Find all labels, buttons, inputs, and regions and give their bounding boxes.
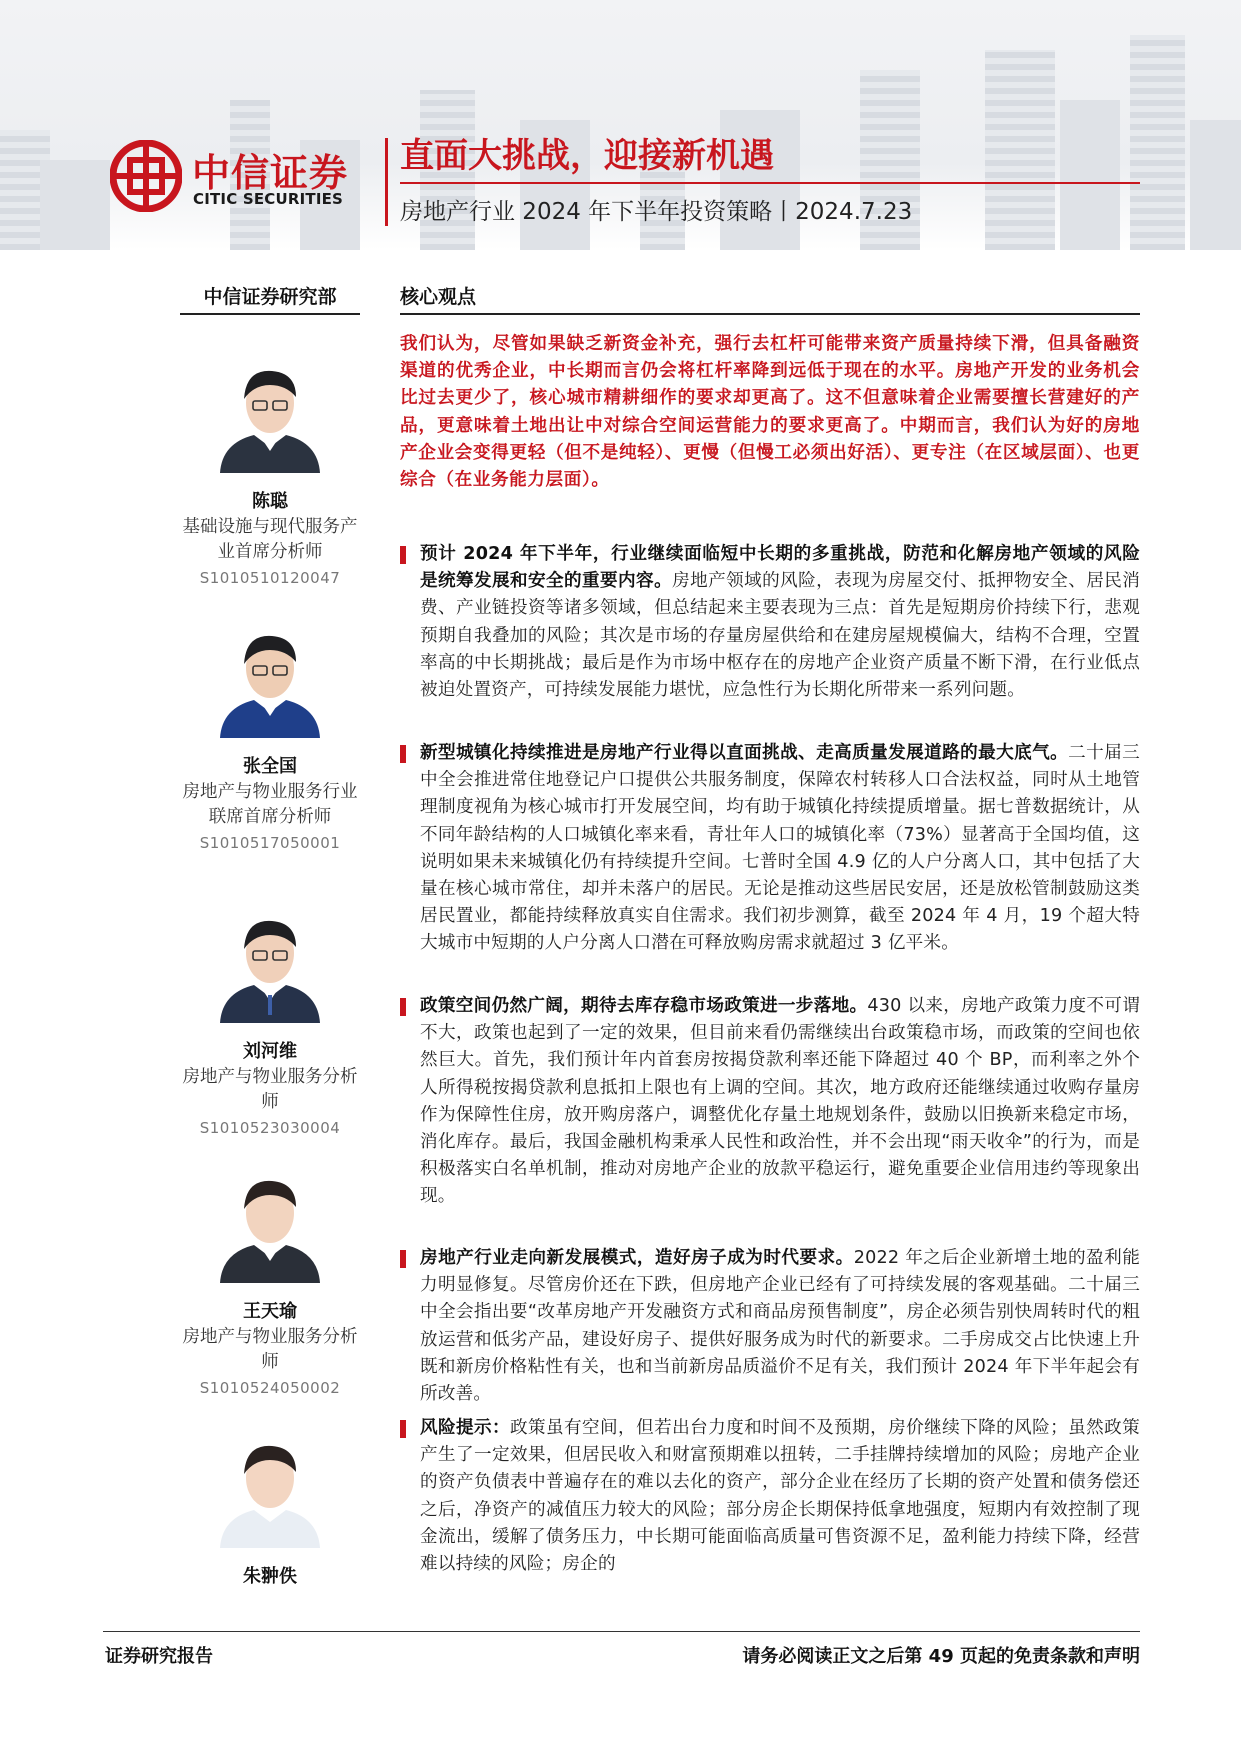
- bullet-lead: 政策空间仍然广阔，期待去库存稳市场政策进一步落地。: [420, 996, 868, 1016]
- bullet-body: 430 以来，房地产政策力度不可谓不大，政策也起到了一定的效果，但目前来看仍需继续出台政策稳市场，而政策的空间也依然巨大。首先，我们预计年内首套房按揭贷款利率还能下降超过 40 个 BP，而利率之外个人所得税按揭贷款利息抵扣上限也有上调的空间。其次，地方政府还能继续通过收购存量房作为保障性住房，放开购房落户，调整优化存量土地规划条件，鼓励以旧换新来稳定市场，消化库存。最后，我国金融机构秉承人民性和政治性，并不会出现“雨天收伞”的行为，而是积极落实白名单机制，推动对房地产企业的放款平稳运行，避免重要企业信用违约等现象出现。: [420, 996, 1140, 1207]
- footer-disclaimer: 请务必阅读正文之后第 49 页起的免责条款和声明: [742, 1646, 1140, 1667]
- bullet-body: 房地产领域的风险，表现为房屋交付、抵押物安全、居民消费、产业链投资等诸多领域，但总结起来主要表现为三点：首先是短期房价持续下行，悲观预期自我叠加的风险；其次是市场的存量房屋供给和在建房屋规模偏大，结构不合理，空置率高的中长期挑战；最后是作为市场中枢存在的房地产企业资产质量不断下滑，在行业低点被迫处置资产，可持续发展能力堪忧，应急性行为长期化所带来一系列问题。: [420, 571, 1140, 701]
- bullet-marker: [400, 1420, 406, 1438]
- bullet-lead: 新型城镇化持续推进是房地产行业得以直面挑战、走高质量发展道路的最大底气。: [420, 743, 1069, 763]
- avatar: [216, 905, 324, 1023]
- bullet-body: 二十届三中全会推进常住地登记户口提供公共服务制度，保障农村转移人口合法权益，同时从土地管理制度视角为核心城市打开发展空间，均有助于城镇化持续提质增量。据七普数据统计，从不同年龄结构的人口城镇化率来看，青壮年人口的城镇化率（73%）显著高于全国均值，这说明如果未来城镇化仍有持续提升空间。七普时全国 4.9 亿的人户分离人口，其中包括了大量在核心城市常住，却并未落户的居民。无论是推动这些居民安居，还是放松管制鼓励这类居民置业，都能持续释放真实自住需求。我们初步测算，截至 2024 年 4 月，19 个超大特大城市中短期的人户分离人口潜在可释放购房需求就超过 3 亿平米。: [420, 743, 1140, 954]
- analyst-name: 朱翀佚: [243, 1566, 297, 1587]
- bullet-marker: [400, 745, 406, 763]
- bullet-marker: [400, 998, 406, 1016]
- analyst-name: 刘河维: [243, 1041, 297, 1062]
- header-divider: [385, 138, 388, 226]
- analyst-license: S1010517050001: [199, 834, 341, 852]
- core-view: 我们认为，尽管如果缺乏新资金补充，强行去杠杆可能带来资产质量持续下滑，但具备融资渠道的优秀企业，中长期而言仍会将杠杆率降到远低于现在的水平。房地产开发的业务机会比过去更少了，核心城市精耕细作的要求却更高了。这不但意味着企业需要擅长营建好的产品，更意味着土地出让中对综合空间运营能力的要求更高了。中期而言，我们认为好的房地产企业会变得更轻（但不是纯轻）、更慢（但慢工必须出好活）、更专注（在区域层面）、也更综合（在业务能力层面）。: [400, 334, 1140, 491]
- analyst-card: [175, 355, 365, 587]
- main-heading-rule: [400, 313, 1140, 315]
- avatar: [216, 620, 324, 738]
- citic-logo: [110, 140, 380, 210]
- bullet-paragraph: [400, 1245, 1140, 1408]
- avatar: [216, 1430, 324, 1548]
- footer-report-type: 证券研究报告: [105, 1646, 213, 1667]
- analyst-role: 基础设施与现代服务产业首席分析师: [182, 517, 358, 562]
- main-heading: 核心观点: [400, 286, 477, 308]
- bullet-body: 政策虽有空间，但若出台力度和时间不及预期，房价继续下降的风险；虽然政策产生了一定效果，但居民收入和财富预期难以扭转，二手挂牌持续增加的风险；房地产企业的资产负债表中普遍存在的难以去化的资产，部分企业在经历了长期的资产处置和债务偿还之后，净资产的减值压力较大的风险；部分房企长期保持低拿地强度，短期内有效控制了现金流出，缓解了债务压力，中长期可能面临高质量可售资源不足，盈利能力持续下降，经营难以持续的风险；房企的: [420, 1418, 1140, 1575]
- analyst-name: 王天瑜: [243, 1301, 297, 1322]
- bullet-paragraph: [400, 993, 1140, 1211]
- analyst-role: 房地产与物业服务行业联席首席分析师: [182, 782, 358, 827]
- bullet-lead: 房地产行业走向新发展模式，造好房子成为时代要求。: [420, 1248, 854, 1268]
- bullet-paragraph: [400, 1415, 1140, 1578]
- analyst-name: 张全国: [243, 756, 297, 777]
- analyst-card: [175, 620, 365, 852]
- brand-name-cn: 中信证券: [192, 151, 349, 195]
- analyst-name: 陈聪: [252, 491, 288, 512]
- bullet-marker: [400, 1250, 406, 1268]
- footer-rule: [103, 1631, 1140, 1632]
- analyst-license: S1010523030004: [199, 1119, 341, 1137]
- analyst-license: S1010524050002: [199, 1379, 341, 1397]
- title-rule: [400, 182, 1140, 184]
- avatar: [216, 1165, 324, 1283]
- brand-name-en: CITIC SECURITIES: [193, 190, 344, 208]
- analyst-license: S1010510120047: [199, 569, 341, 587]
- bullet-body: 2022 年之后企业新增土地的盈利能力明显修复。尽管房价还在下跌，但房地产企业已经有了可持续发展的客观基础。二十届三中全会指出要“改革房地产开发融资方式和商品房预售制度”，房企必须告别快周转时代的粗放运营和低劣产品，建设好房子、提供好服务成为时代的新要求。二手房成交占比快速上升既和新房价格粘性有关，也和当前新房品质溢价不足有关，我们预计 2024 年下半年起会有所改善。: [420, 1248, 1140, 1405]
- bullet-paragraph: [400, 740, 1140, 958]
- analyst-role: 房地产与物业服务分析师: [182, 1327, 358, 1372]
- sidebar-heading-rule: [180, 313, 360, 315]
- avatar: [216, 355, 324, 473]
- bullet-lead: 风险提示：: [420, 1418, 511, 1438]
- bullet-marker: [400, 546, 406, 564]
- report-subtitle: 房地产行业 2024 年下半年投资策略丨2024.7.23: [400, 199, 913, 225]
- bullet-lead: 预计 2024 年下半年，行业继续面临短中长期的多重挑战，防范和化解房地产领域的风险是统筹发展和安全的重要内容。: [420, 544, 1140, 592]
- analyst-role: 房地产与物业服务分析师: [182, 1067, 358, 1112]
- analyst-card: [175, 1165, 365, 1397]
- citic-logo-icon: [110, 140, 182, 212]
- analyst-card: [175, 1430, 365, 1588]
- bullet-paragraph: [400, 541, 1140, 704]
- report-title: 直面大挑战，迎接新机遇: [400, 136, 774, 176]
- analyst-card: [175, 905, 365, 1137]
- sidebar-heading: 中信证券研究部: [203, 286, 337, 308]
